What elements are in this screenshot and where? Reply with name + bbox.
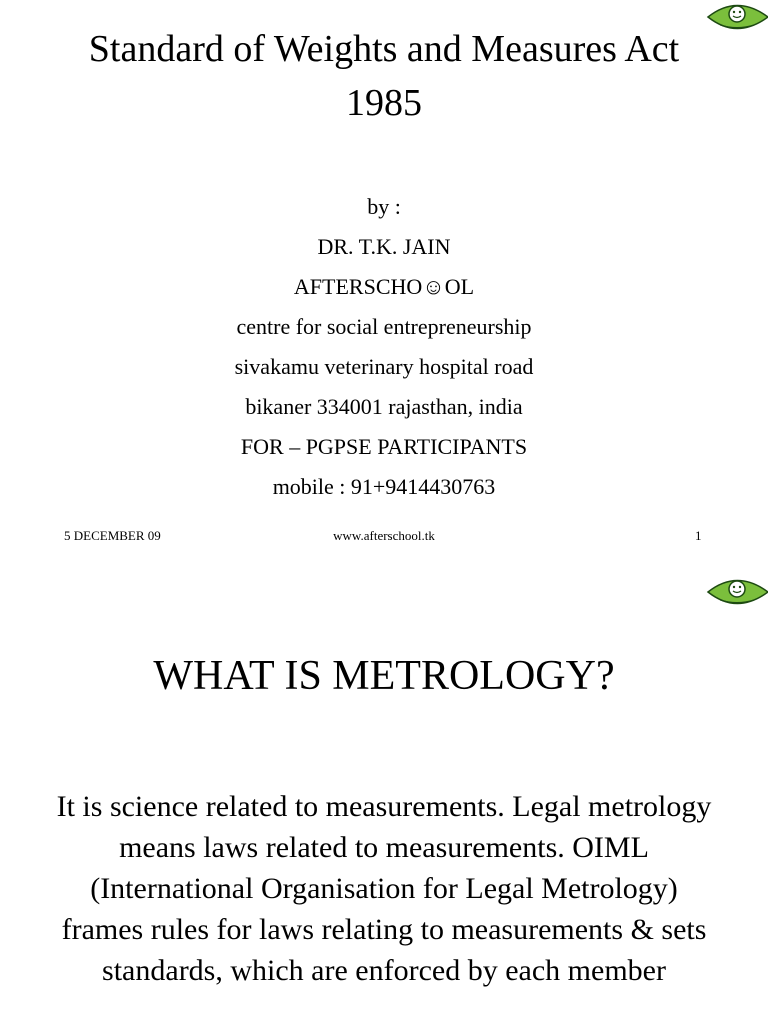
mobile-number: mobile : 91+9414430763 [272, 474, 496, 499]
footer-page-number: 1 [695, 528, 702, 543]
slide-title-line-2: 1985 [346, 82, 422, 124]
audience-line: FOR – PGPSE PARTICIPANTS [240, 434, 528, 459]
slide-body-text: It is science related to measurements. Legal metrology means laws related to measurements. OIML (International Organisation for Legal Metrology) frames rules for laws relating to measurements & sets standards, which are enforced by each member [56, 790, 712, 987]
slide-title-line-1: Standard of Weights and Measures Act [88, 28, 680, 70]
address-line-2: bikaner 334001 rajasthan, india [245, 394, 523, 419]
afterschool-logo-icon [706, 575, 768, 609]
footer-date: 5 DECEMBER 09 [64, 528, 161, 543]
author-block [0, 188, 768, 508]
address-line-1: sivakamu veterinary hospital road [234, 354, 534, 379]
footer-url: www.afterschool.tk [333, 528, 435, 543]
slide-2 [0, 566, 768, 1024]
byline-label: by : [367, 194, 401, 219]
organisation-name: AFTERSCHO☺OL [293, 274, 475, 299]
slide-title [0, 22, 768, 130]
organisation-description: centre for social entrepreneurship [236, 314, 532, 339]
slide-title: WHAT IS METROLOGY? [153, 653, 615, 699]
author-name: DR. T.K. JAIN [317, 234, 451, 259]
